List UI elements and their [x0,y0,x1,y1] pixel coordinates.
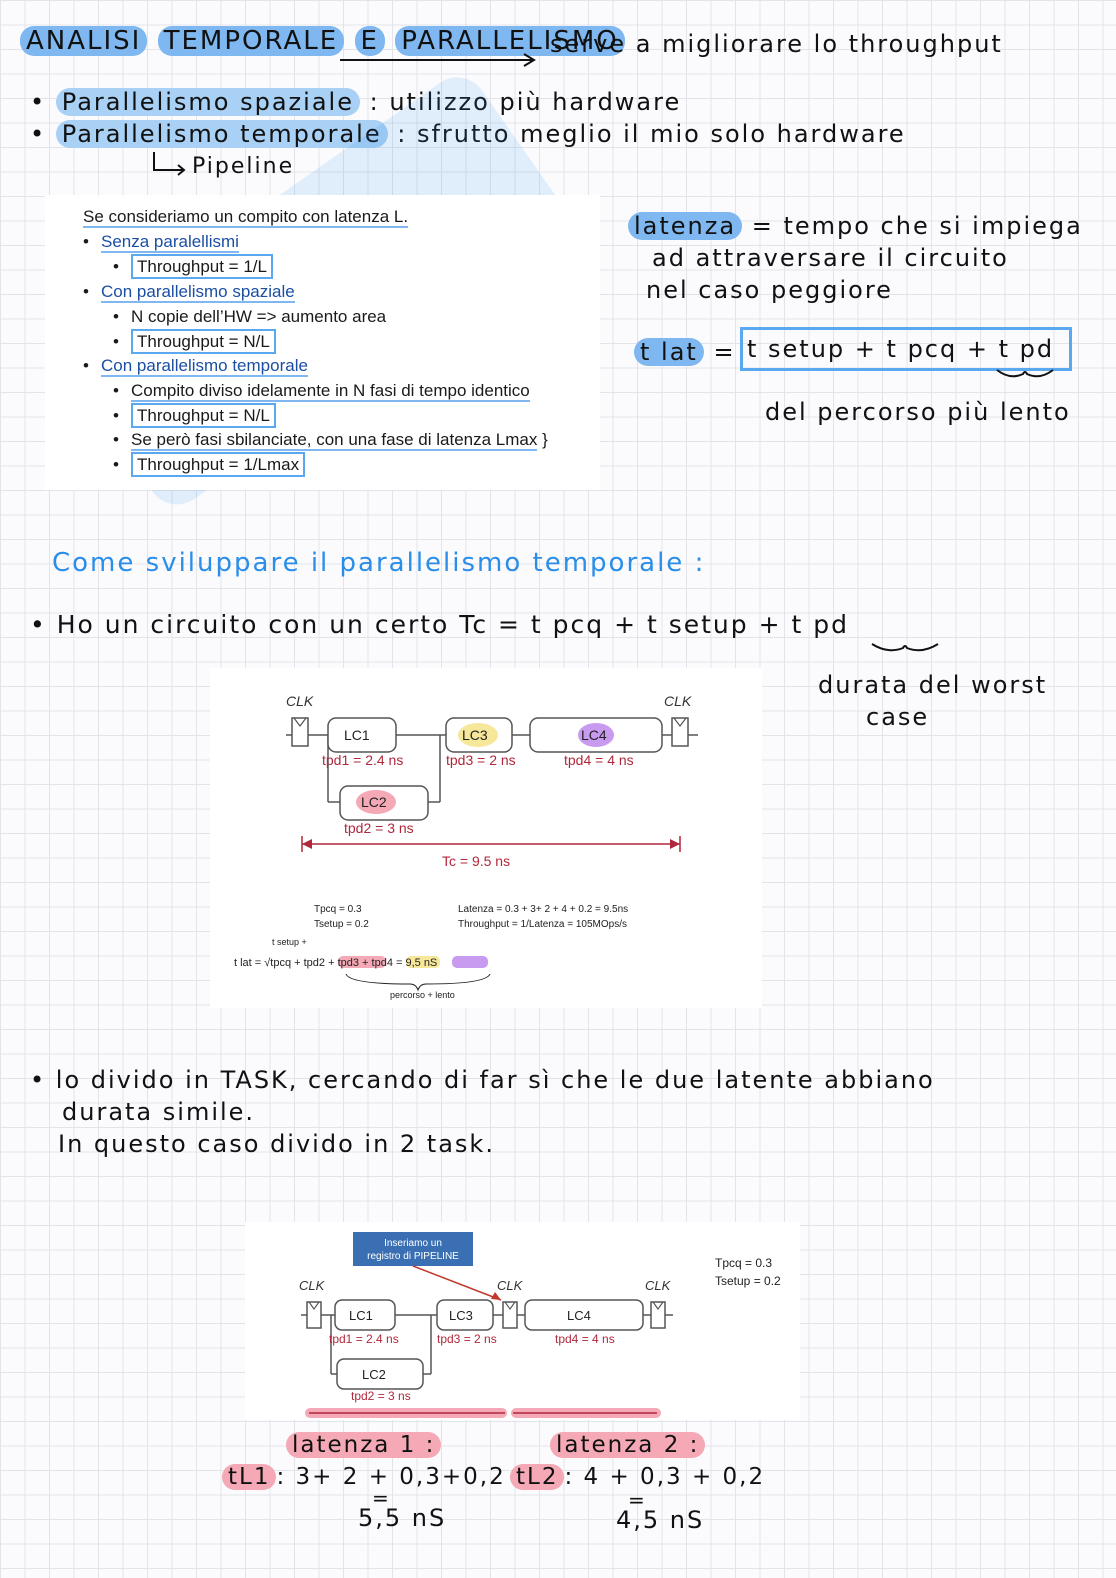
clk-label: CLK [286,693,314,709]
tpd4-label: tpd4 = 4 ns [564,752,634,768]
tpd1-label: tpd1 = 2.4 ns [322,752,404,768]
title-suffix: serve a migliorare lo throughput [550,30,1003,58]
lc2-label: LC2 [361,794,387,810]
brace-tc [870,640,940,658]
hand-setup: t setup + [272,937,307,947]
diagram-pipelined [245,1222,800,1420]
slide-item: • Compito diviso idelamente in N fasi di tempo identico [113,381,530,400]
tpd1-label: tpd1 = 2.4 ns [329,1332,399,1346]
tpd2-label: tpd2 = 3 ns [351,1389,411,1403]
register-left [292,718,308,746]
lc3-label: LC3 [449,1308,473,1323]
tpd2-label: tpd2 = 3 ns [344,820,414,836]
tpd4-label: tpd4 = 4 ns [555,1332,615,1346]
latenza-note: Latenza = 0.3 + 3+ 2 + 4 + 0.2 = 9.5ns [458,904,629,915]
title-word-e: E [355,26,385,56]
title-word-analisi: ANALISI [20,26,147,56]
tc-label: Tc = 9.5 ns [442,853,511,869]
lc1-label: LC1 [344,727,370,743]
tpd3-label: tpd3 = 2 ns [437,1332,497,1346]
tsetup-note-2: Tsetup = 0.2 [715,1274,781,1288]
slide-throughput [45,195,600,490]
tpcq-note: Tpcq = 0.3 [314,904,362,915]
pipeline-note: Pipeline [192,154,295,179]
latency-def-line3: nel caso peggiore [646,276,893,304]
tpd3-label: tpd3 = 2 ns [446,752,516,768]
bullet-dot: • [30,610,47,639]
bullet-dot: • [30,120,47,148]
bullet-desc: : sfrutto meglio il mio solo hardware [397,120,906,148]
bullet-term: Parallelismo spaziale [56,88,360,116]
clk-label: CLK [299,1278,325,1293]
slide-item: • Throughput = N/L [113,332,276,352]
throughput-note: Throughput = 1/Latenza = 105MOps/s [458,919,627,930]
bullet-term: Parallelismo temporale [56,120,388,148]
lc4-label: LC4 [581,727,607,743]
callout-text: Inseriamo un registro di PIPELINE [367,1238,459,1262]
slide-item: • N copie dell’HW => aumento area [113,307,387,326]
register-right [651,1302,665,1328]
callout-arrow [413,1266,501,1300]
latency-formula-box: t setup + t pcq + t pd [740,327,1072,371]
title-word-parallelismo: PARALLELISMO [395,26,625,56]
latenza1-expr: tL1 : 3+ 2 + 0,3+0,2 [222,1464,506,1490]
hand-formula: t lat = √tpcq + tpd2 + tpd3 + tpd4 = 9,5 nS [234,957,438,969]
latenza2-eq: = [628,1488,647,1512]
slide-item: • Se però fasi sbilanciate, con una fase di latenza Lmax } [113,430,548,449]
latenza2-expr: tL2 : 4 + 0,3 + 0,2 [510,1464,765,1490]
tpcq-note-2: Tpcq = 0.3 [715,1256,773,1270]
register-right [672,718,688,746]
bullet-dot: • [30,1066,47,1094]
register-left [307,1302,321,1328]
task-line3: In questo caso divido in 2 task. [58,1130,495,1158]
bullet-dot: • [30,88,47,116]
brace-tpd [995,366,1055,382]
title-arrow [340,48,540,68]
latenza2-result: 4,5 nS [616,1506,705,1534]
clk-label: CLK [645,1278,671,1293]
register-pipeline [503,1302,517,1328]
slide-intro: Se consideriamo un compito con latenza L. [83,207,409,226]
latency-formula-lhs: t lat = [634,338,736,366]
circuit-diagram-2 [245,1222,800,1420]
latenza1-eq: = [372,1486,391,1510]
latenza1-label: latenza 1 : [286,1432,441,1458]
bullet-spaziale [30,88,681,116]
slide-item: • Throughput = 1/Lmax [113,455,305,475]
lc1-label: LC1 [349,1308,373,1323]
circuit-diagram-1 [210,668,762,1008]
bullet-desc: : utilizzo più hardware [369,88,682,116]
tsetup-note: Tsetup = 0.2 [314,919,369,930]
slide-item: • Con parallelismo temporale [83,356,308,375]
clk-label: CLK [497,1278,523,1293]
bullet-temporale [30,120,906,148]
latenza2-label: latenza 2 : [550,1432,705,1458]
slide-item: • Con parallelismo spaziale [83,282,295,301]
lc2-label: LC2 [362,1367,386,1382]
hand-percorso: percorso + lento [390,990,455,1000]
section-title-temporal: Come sviluppare il parallelismo temporale : [52,548,706,578]
tc-line: • Ho un circuito con un certo Tc = t pcq + t setup + t pd [30,610,849,639]
slide-item: • Senza paralellismi [83,232,239,251]
lc3-label: LC3 [462,727,488,743]
latency-term: latenza [628,212,742,240]
diagram-unpipelined [210,668,762,1008]
pipeline-arrow [150,150,190,180]
task-line2: durata simile. [62,1098,256,1126]
latency-def-line2: ad attraversare il circuito [652,244,1009,272]
latency-def-line1: latenza = tempo che si impiega [628,212,1083,240]
lc4-label: LC4 [567,1308,591,1323]
clk-label: CLK [664,693,692,709]
task-line1: • lo divido in TASK, cercando di far sì che le due latente abbiano [30,1066,935,1094]
tc-note-line1: durata del worst [818,671,1048,699]
title-word-temporale: TEMPORALE [158,26,345,56]
slide-item: • Throughput = 1/L [113,257,273,277]
latency-note: del percorso più lento [765,398,1071,426]
slide-item: • Throughput = N/L [113,406,276,426]
latenza1-result: 5,5 nS [358,1504,447,1532]
tc-note-line2: case [866,703,930,731]
